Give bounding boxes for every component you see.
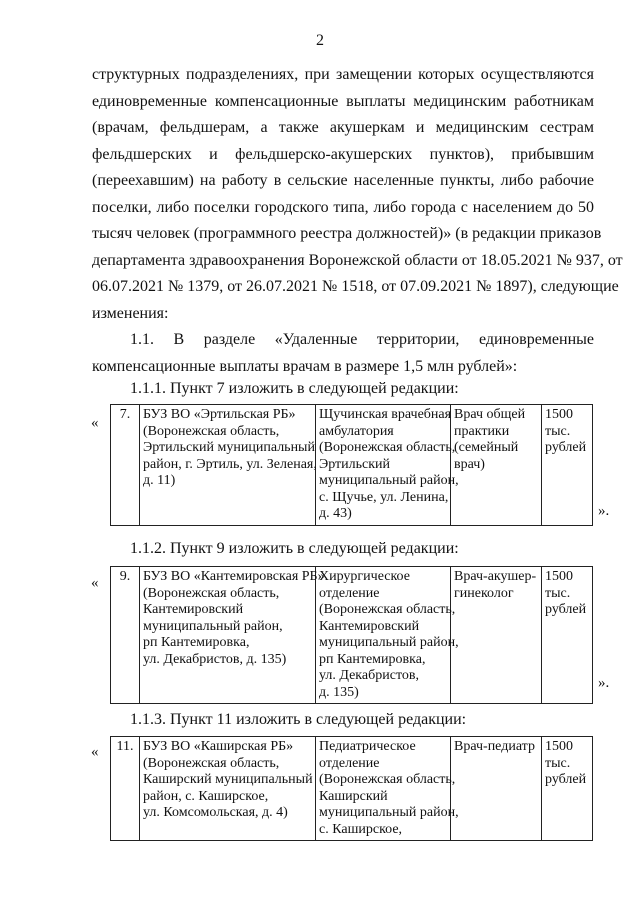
cell-line: 1500: [545, 569, 573, 584]
cell-line: Каширский: [319, 788, 388, 804]
cell-line: амбулатория: [319, 423, 394, 439]
cell-line: Кантемировский: [143, 602, 244, 617]
table-row: [111, 737, 593, 841]
cell-line: (Воронежская область,: [143, 585, 280, 601]
paragraph-line: структурных подразделениях, при замещении которых осуществляются: [92, 66, 594, 83]
table-row: [111, 405, 593, 526]
cell-line: район, г. Эртиль, ул. Зеленая,: [143, 456, 317, 472]
organization-cell: [140, 405, 316, 526]
cell-line: Эртильский: [319, 456, 391, 472]
cell-line: муниципальный район,: [143, 618, 283, 634]
cell-line: рп Кантемировка,: [319, 651, 426, 667]
position-cell: [451, 737, 542, 841]
cell-line: рп Кантемировка,: [143, 635, 250, 650]
paragraph-line: (врачам, фельдшерам, а также акушеркам и медицинским сестрам: [92, 119, 594, 136]
cell-line: тыс.: [545, 755, 571, 771]
cell-line: (Воронежская область,: [319, 602, 456, 617]
cell-line: Врач общей: [454, 407, 526, 422]
cell-line: (Воронежская область,: [143, 423, 280, 439]
cell-line: 1500: [545, 407, 573, 422]
cell-line: Врач-педиатр: [454, 739, 535, 754]
position-cell: [451, 405, 542, 526]
item-number: 11.: [111, 737, 140, 841]
item-heading: 1.1.3. Пункт 11 изложить в следующей редакции:: [130, 711, 467, 728]
cell-line: Хирургическое: [319, 569, 410, 584]
cell-line: рублей: [545, 772, 587, 787]
section-heading-line: 1.1. В разделе «Удаленные территории, единовременные: [130, 331, 594, 348]
cell-line: практики: [454, 423, 510, 439]
unit-cell: [316, 405, 459, 526]
cell-line: Каширский муниципальный: [143, 772, 313, 787]
cell-line: (Воронежская область,: [319, 772, 456, 787]
cell-line: Щучинская врачебная: [319, 407, 452, 422]
page-number: 2: [316, 32, 324, 49]
position-cell: [451, 567, 542, 704]
close-quote: ».: [598, 503, 610, 519]
cell-line: д. 135): [319, 684, 359, 700]
item-heading: 1.1.1. Пункт 7 изложить в следующей редакции:: [130, 380, 459, 397]
item-number: 7.: [111, 405, 140, 526]
cell-line: ул. Комсомольская, д. 4): [143, 805, 288, 820]
paragraph-line: 06.07.2021 № 1379, от 26.07.2021 № 1518, от 07.09.2021 № 1897), следующие: [92, 278, 619, 295]
unit-cell: [316, 567, 459, 704]
paragraph-line: департамента здравоохранения Воронежской области от 18.05.2021 № 937, от: [92, 251, 623, 269]
cell-line: БУЗ ВО «Эртильская РБ»: [143, 407, 296, 422]
cell-line: район, с. Каширское,: [143, 788, 269, 804]
organization-cell: [140, 737, 316, 841]
cell-line: БУЗ ВО «Кантемировская РБ»: [143, 569, 325, 584]
cell-line: муниципальный район,: [319, 473, 459, 488]
cell-line: рублей: [545, 602, 587, 617]
paragraph-line: поселки, либо поселки городского типа, либо города с населением до 50: [92, 198, 594, 216]
open-quote: «: [91, 744, 99, 760]
close-quote: ».: [598, 675, 610, 691]
amount-cell: [542, 567, 593, 704]
cell-line: (семейный: [454, 440, 519, 455]
section-heading-line: компенсационные выплаты врачам в размере 1,5 млн рублей»:: [92, 357, 518, 375]
cell-line: Кантемировский: [319, 618, 420, 634]
cell-line: ул. Декабристов, д. 135): [143, 651, 287, 667]
cell-line: (Воронежская область,: [143, 755, 280, 771]
cell-line: тыс.: [545, 585, 571, 601]
table-row: [111, 567, 593, 704]
cell-line: (Воронежская область,: [319, 440, 456, 455]
entry-table: [110, 404, 593, 526]
cell-line: Педиатрическое: [319, 739, 416, 754]
cell-line: тыс.: [545, 423, 571, 439]
cell-line: Эртильский муниципальный: [143, 440, 315, 455]
cell-line: 1500: [545, 739, 573, 754]
cell-line: Врач-акушер-: [454, 569, 537, 584]
unit-cell: [316, 737, 459, 841]
cell-line: ул. Декабристов,: [319, 668, 419, 683]
cell-line: д. 43): [319, 506, 352, 521]
item-heading: 1.1.2. Пункт 9 изложить в следующей редакции:: [130, 540, 459, 557]
amount-cell: [542, 737, 593, 841]
cell-line: муниципальный район,: [319, 635, 459, 650]
open-quote: «: [91, 575, 99, 591]
open-quote: «: [91, 415, 99, 431]
entry-table: [110, 566, 593, 704]
paragraph-line: (переехавшим) на работу в сельские населенные пункты, либо рабочие: [92, 172, 594, 189]
entry-table: [110, 736, 593, 841]
cell-line: врач): [454, 456, 485, 472]
intro-paragraph: [92, 62, 623, 380]
cell-line: отделение: [319, 585, 380, 601]
cell-line: с. Каширское,: [319, 821, 403, 837]
cell-line: муниципальный район,: [319, 805, 459, 820]
paragraph-line: единовременные компенсационные выплаты медицинским работникам: [92, 92, 594, 110]
cell-line: д. 11): [143, 473, 176, 488]
cell-line: отделение: [319, 755, 380, 771]
cell-line: БУЗ ВО «Каширская РБ»: [143, 739, 294, 754]
paragraph-line: изменения:: [92, 304, 169, 322]
amount-cell: [542, 405, 593, 526]
cell-line: рублей: [545, 440, 587, 455]
cell-line: с. Щучье, ул. Ленина,: [319, 489, 449, 505]
paragraph-line: тысяч человек (программного реестра должностей)» (в редакции приказов: [92, 225, 602, 242]
cell-line: гинеколог: [454, 585, 514, 601]
organization-cell: [140, 567, 325, 704]
paragraph-line: фельдшерских и фельдшерско-акушерских пунктов), прибывшим: [92, 145, 594, 163]
item-number: 9.: [111, 567, 140, 704]
